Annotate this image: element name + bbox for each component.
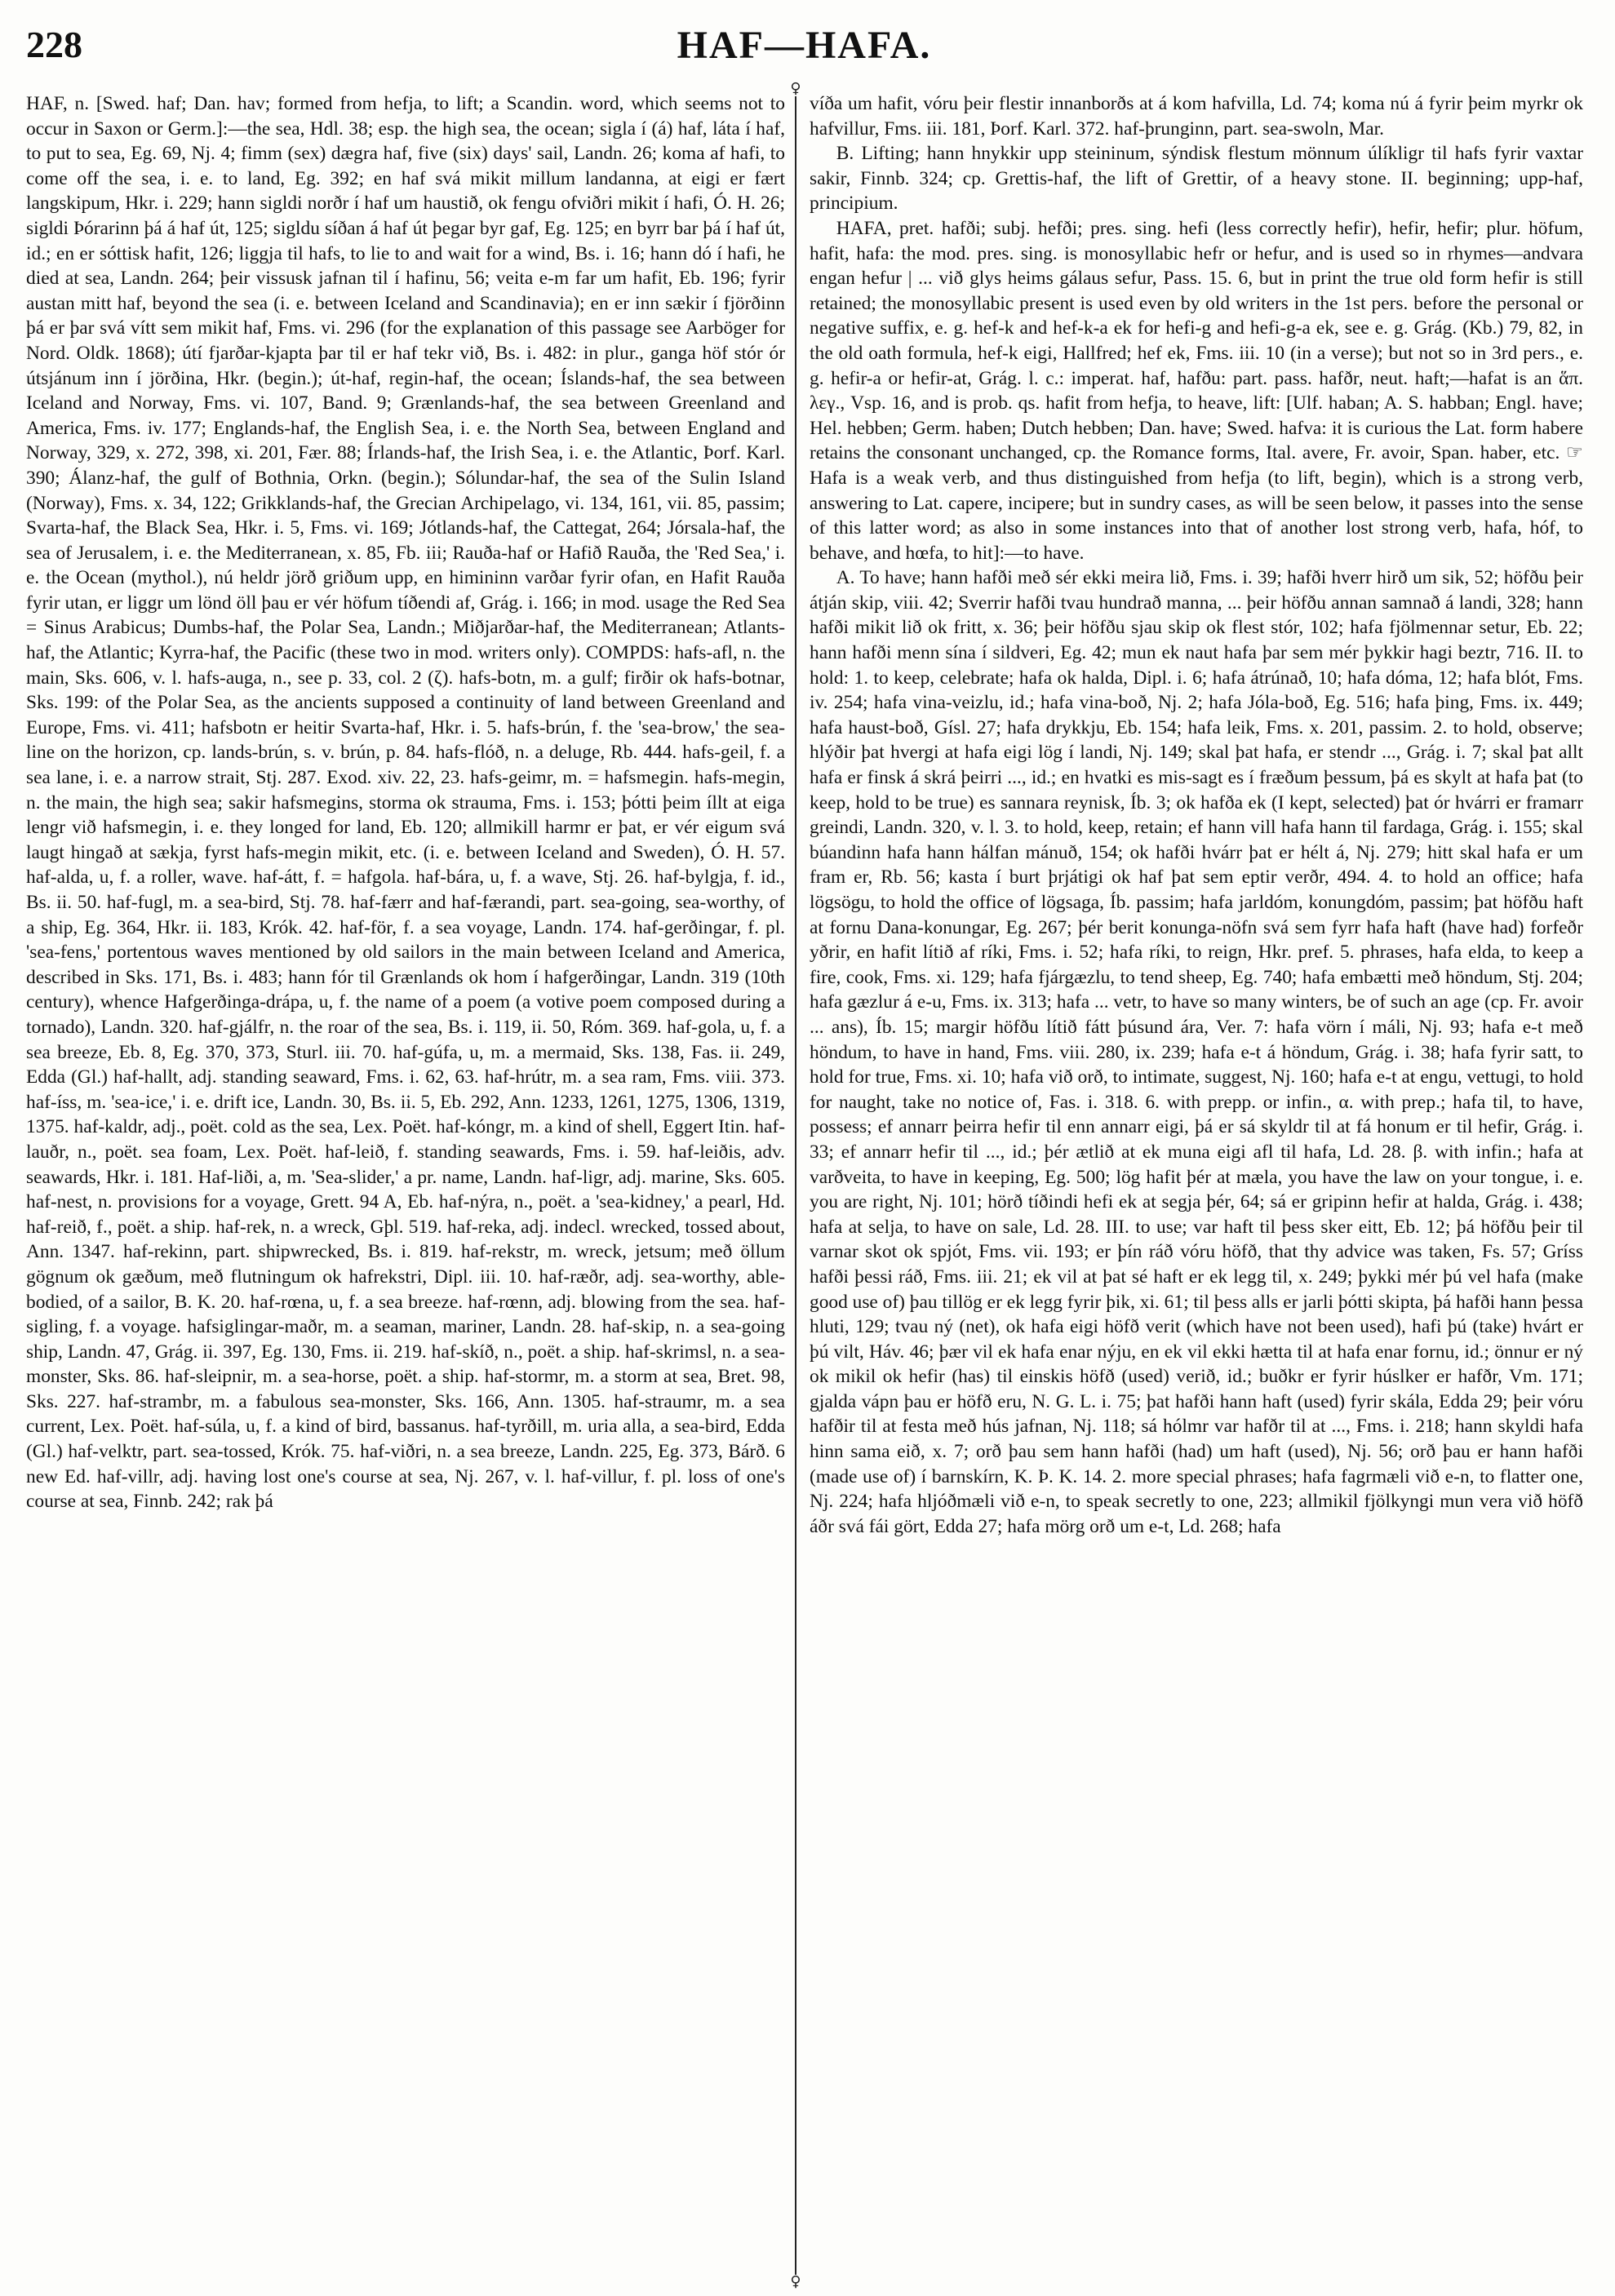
column-divider xyxy=(795,88,796,2283)
entry-haf-section-b: B. Lifting; hann hnykkir upp steininum, sýndisk flestum mönnum úlíkligr til hafs fyrir vaxtar sakir, Finnb. 324; cp. Grettis-haf, the lift of Grettir, of a heavy stone. II. beginning; upp-haf, principium. xyxy=(810,143,1583,215)
page-header xyxy=(26,18,1582,75)
entry-hafa-head: HAFA, pret. hafði; subj. hefði; pres. sing. hefi (less correctly hefir), hefir, hefir; plur. höfum, hafit, hafa: the mod. pres. sing. is monosyllabic hefr or hefur, and is used so in rhymes—andvara engan hefur | ... við glys heims gálaus sefur, Pass. 15. 6, but in print the true old form hefir is still retained; the monosyllabic present is used even by old writers in the 1st pers. before the personal or negative suffix, e. g. hef-k and hef-k-a ek for hefi-g and hefi-g-a ek, see e. g. Grág. (Kb.) 79, 82, in the old oath formula, hef-k eigi, Hallfred; hef ek, Fms. iii. 10 (in a verse); but not so in 3rd pers., e. g. hefir-a or hefir-at, Grág. l. c.: imperat. haf, hafðu: part. pass. hafðr, neut. haft;—hafat is an ἅπ. λεγ., Vsp. 16, and is prob. qs. hafit from hefja, to heave, lift: [Ulf. haban; A. S. habban; Engl. have; Hel. hebben; Germ. haben; Dutch hebben; Dan. have; Swed. hafva: it is curious the Lat. form habere retains the consonant unchanged, cp. the Romance forms, Ital. avere, Fr. avoir, Span. haber, etc. ☞ Hafa is a weak verb, and thus distinguished from hefja (to lift, begin), which is a strong verb, answering to Lat. capere, incipere; but in sundry cases, as will be seen below, it passes into the sense of this latter word; as also in some instances into that of another lost strong verb, hafa, hóf, to behave, and hœfa, to hit]:—to have. xyxy=(810,217,1583,564)
divider-ornament-bottom-icon: ♀ xyxy=(788,2275,803,2289)
page-number: 228 xyxy=(26,24,82,65)
right-column xyxy=(810,91,1583,2278)
entry-haf-continued: víða um hafit, vóru þeir flestir innanborðs at á kom hafvilla, Ld. 74; koma nú á fyrir þeim myrkr ok hafvillur, Fms. iii. 181, Þorf. Karl. 372. haf-þrunginn, part. sea-swoln, Mar. xyxy=(810,93,1583,140)
left-column xyxy=(26,91,785,2278)
running-head: HAF—HAFA. xyxy=(677,24,932,67)
entry-hafa-section-a: A. To have; hann hafði með sér ekki meira lið, Fms. i. 39; hafði hverr hirð um sik, 52; höfðu þeir átján skip, viii. 42; Sverrir hafði tvau hundrað manna, ... þeir höfðu annan samnað á landi, 328; hann hafði mikit lið ok fritt, x. 36; þeir höfðu sjau skip ok flest stór, 102; hafa fjölmennar setur, Eb. 22; hann hafði menn sína í sildveri, Eg. 42; mun ek naut hafa þar sem mér þykkir hagi beztr, 716. II. to hold: 1. to keep, celebrate; hafa ok halda, Dipl. i. 6; hafa átrúnað, 10; hafa dóma, 12; hafa blót, Fms. iv. 254; hafa vina-veizlu, id.; hafa vina-boð, Nj. 2; hafa Jóla-boð, Eg. 516; hafa þing, Fms. ix. 449; hafa haust-boð, Gísl. 27; hafa drykkju, Eb. 154; hafa leik, Fms. x. 201, passim. 2. to hold, observe; hlýðir þat hvergi at hafa eigi lög í landi, Nj. 149; skal þat hafa, er stendr ..., Grág. i. 7; skal þat allt hafa er finsk á skrá þeirri ..., id.; en hvatki es mis-sagt es í fræðum þessum, þá es skylt at hafa þat (to keep, hold to be true) es sannara reynisk, Íb. 3; ok hafða ek (I kept, selected) þat ór hvárri er framarr greindi, Landn. 320, v. l. 3. to hold, keep, retain; ef hann vill hafa hann til fardaga, Grág. i. 155; skal búandinn hafa hann hálfan mánuð, 154; ok hafði hvárr þat er hélt á, Nj. 279; hitt skal hafa er um fram er, Rb. 56; kasta í burt þrjátigi ok haf þat sem eptir verðr, 494. 4. to hold an office; hafa lögsögu, to hold the office of lögsaga, Íb. passim; hafa jarldóm, konungdóm, passim; þat höfðu haft at fornu Dana-konungar, Eg. 267; þér berit konunga-nöfn svá sem fyrr hafa haft (have had) forfeðr yðrir, en hafit lítið af ríki, Fms. i. 52; hafa ríki, to reign, Hkr. pref. 5. phrases, hafa elda, to keep a fire, cook, Fms. xi. 129; hafa fjárgæzlu, to tend sheep, Eg. 740; hafa embætti með höndum, Stj. 204; hafa gæzlur á e-u, Fms. ix. 313; hafa ... vetr, to have so many winters, be of such an age (cp. Fr. avoir ... ans), Íb. 15; margir höfðu lítið fátt þúsund ára, Ver. 7: hafa vörn í máli, Nj. 93; hafa e-t með höndum, to have in hand, Fms. viii. 280, ix. 239; hafa e-t á höndum, Grág. i. 38; hafa fyrir satt, to hold for true, Fms. xi. 10; hafa við orð, to intimate, suggest, Nj. 160; hafa e-t at engu, vettugi, to hold for naught, take no notice of, Fas. i. 318. 6. with prepp. or infin., α. with prep.; hafa til, to have, possess; ef annarr þeirra hefir til enn annarr eigi, þá er sá skyldr til at fá honum er til hefir, Grág. i. 33; ef annarr hefir til ..., id.; þér ætlið at ek muna eigi afl til hafa, Ld. 28. β. with infin.; hafa at varðveita, to have in keeping, Eg. 500; lög hafit þér at mæla, you have the law on your tongue, i. e. you are right, Nj. 101; hörð tíðindi hefi ek at segja þér, 64; sá er gripinn hefir at halda, Grág. i. 438; hafa at selja, to have on sale, Ld. 28. III. to use; var haft til þess sker eitt, Eb. 12; þá höfðu þeir til varnar skot ok spjót, Fms. vii. 193; er þín ráð vóru höfð, that thy advice was taken, Fs. 57; Gríss hafði þessi ráð, Fms. iii. 21; ek vil at þat sé haft er ek legg til, x. 249; þykki mér þú vel hafa (make good use of) þau tillög er ek legg fyrir þik, xi. 61; til þess alls er jarli þótti skipta, þá hafði hann þessa hluti, 129; tvau ný (net), ok hafa eigi höfð verit (which have not been used), hafi þú (take) hvárt er þú vilt, Háv. 46; þær vil ek hafa enar nýju, en ek vil ekki hætta til at hafa enar fornu, id.; önnur er ný ok mikil ok hefir (has) til einskis höfð (used) verið, id.; buðkr er fyrir húslker er hafðr, Vm. 171; gjalda vápn þau er höfð eru, N. G. L. i. 75; þat hafði hann haft (used) fyrir skála, Edda 29; þeir vóru hafðir til at festa með hús jafnan, Nj. 118; sá hólmr var hafðr til at ..., Fms. i. 218; hann skyldi hafa hinn sama eið, x. 7; orð þau sem hann hafði (had) um haft (used), Nj. 56; orð þau er hann hafði (made use of) í barnskírn, K. Þ. K. 14. 2. more special phrases; hafa fagrmæli við e-n, to flatter one, Nj. 224; hafa hljóðmæli við e-n, to speak secretly to one, 223; allmikil fjölkyngi mun vera við höfð áðr svá fái gört, Edda 27; hafa mörg orð um e-t, Ld. 268; hafa xyxy=(810,567,1583,1537)
entry-haf: HAF, n. [Swed. haf; Dan. hav; formed from hefja, to lift; a Scandin. word, which seems not to occur in Saxon or Germ.]:—the sea, Hdl. 38; esp. the high sea, the ocean; sigla í (á) haf, láta í haf, to put to sea, Eg. 69, Nj. 4; fimm (sex) dægra haf, five (six) days' sail, Landn. 26; koma af hafi, to come off the sea, i. e. to land, Eg. 392; en haf svá mikit millum landanna, at eigi er fært langskipum, Hkr. i. 229; hann sigldi norðr í haf um haustið, ok fengu ofviðri mikit í hafi, Ó. H. 26; sigldi Þórarinn þá á haf út, 125; sigldu síðan á haf út þegar byr gaf, Eg. 125; en byrr bar þá í haf út, id.; en er sóttisk hafit, 126; liggja til hafs, to lie to and wait for a wind, Bs. i. 16; hann dó í hafi, he died at sea, Landn. 264; þeir vissusk jafnan til í hafinu, 56; veita e-m far um hafit, Eb. 196; fyrir austan mitt haf, beyond the sea (i. e. between Iceland and Scandinavia); en er inn sækir í fjörðinn þá er þar svá vítt sem mikit haf, Fms. vi. 296 (for the explanation of this passage see Aarböger for Nord. Oldk. 1868); útí fjarðar-kjapta þar til er haf tekr við, Bs. i. 482: in plur., ganga höf stór ór útsjánum inn í jörðina, Hkr. (begin.); út-haf, regin-haf, the ocean; Íslands-haf, the sea between Iceland and Norway, Fms. vi. 107, Band. 9; Grænlands-haf, the sea between Greenland and America, Fms. iv. 177; Englands-haf, the English Sea, i. e. the North Sea, between England and Norway, 329, x. 272, 398, xi. 201, Fær. 88; Írlands-haf, the Irish Sea, i. e. the Atlantic, Þorf. Karl. 390; Álanz-haf, the gulf of Bothnia, Orkn. (begin.); Sólundar-haf, the sea of the Sulin Island (Norway), Fms. x. 34, 122; Grikklands-haf, the Grecian Archipelago, vi. 134, 161, vii. 85, passim; Svarta-haf, the Black Sea, Hkr. i. 5, Fms. vi. 169; Jótlands-haf, the Cattegat, 264; Jórsala-haf, the sea of Jerusalem, i. e. the Mediterranean, x. 85, Fb. iii; Rauða-haf or Hafið Rauða, the 'Red Sea,' i. e. the Ocean (mythol.), nú heldr jörð griðum upp, en himininn varðar fyrir ofan, en Hafit Rauða fyrir utan, er liggr um lönd öll þau er vér höfum tíðendi af, Grág. i. 166; in mod. usage the Red Sea = Sinus Arabicus; Dumbs-haf, the Polar Sea, Landn.; Miðjarðar-haf, the Mediterranean; Atlants-haf, the Atlantic; Kyrra-haf, the Pacific (these two in mod. writers only). COMPDS: hafs-afl, n. the main, Sks. 606, v. l. hafs-auga, n., see p. 33, col. 2 (ζ). hafs-botn, m. a gulf; firðir ok hafs-botnar, Sks. 199: of the Polar Sea, as the ancients supposed a continuity of land between Greenland and Europe, Fms. vi. 411; hafsbotn er heitir Svarta-haf, Hkr. i. 5. hafs-brún, f. the 'sea-brow,' the sea-line on the horizon, cp. lands-brún, s. v. brún, p. 84. hafs-flóð, n. a deluge, Rb. 444. hafs-geil, f. a sea lane, i. e. a narrow strait, Stj. 287. Exod. xiv. 22, 23. hafs-geimr, m. = hafsmegin. hafs-megin, n. the main, the high sea; sakir hafsmegins, storma ok strauma, Fms. i. 153; þótti þeim íllt at eiga lengr við hafsmegin, i. e. they longed for land, Eb. 120; allmikill harmr er þat, er vér eigum svá laugt hingað at sækja, fyrst hafs-megin mikit, etc. (i. e. between Iceland and Sweden), Ó. H. 57. haf-alda, u, f. a roller, wave. haf-átt, f. = hafgola. haf-bára, u, f. a wave, Stj. 26. haf-bylgja, f. id., Bs. ii. 50. haf-fugl, m. a sea-bird, Stj. 78. haf-færr and haf-færandi, part. sea-going, sea-worthy, of a ship, Eg. 364, Hkr. ii. 183, Krók. 42. haf-för, f. a sea voyage, Landn. 174. haf-gerðingar, f. pl. 'sea-fens,' portentous waves mentioned by old sailors in the main between Iceland and America, described in Sks. 171, Bs. i. 483; hann fór til Grænlands ok hom í hafgerðingar, Landn. 319 (10th century), whence Hafgerðinga-drápa, u, f. the name of a poem (a votive poem composed during a tornado), Landn. 320. haf-gjálfr, n. the roar of the sea, Bs. i. 119, ii. 50, Róm. 369. haf-gola, u, f. a sea breeze, Eb. 8, Eg. 370, 373, Sturl. iii. 70. haf-gúfa, u, m. a mermaid, Sks. 138, Fas. ii. 249, Edda (Gl.) haf-hallt, adj. standing seaward, Fms. i. 62, 63. haf-hrútr, m. a sea ram, Fms. viii. 373. haf-íss, m. 'sea-ice,' i. e. drift ice, Landn. 30, Bs. ii. 5, Eb. 292, Ann. 1233, 1261, 1275, 1306, 1319, 1375. haf-kaldr, adj., poët. cold as the sea, Lex. Poët. haf-kóngr, m. a kind of shell, Eggert Itin. haf-lauðr, n., poët. sea foam, Lex. Poët. haf-leið, f. standing seawards, Fms. i. 59. haf-leiðis, adv. seawards, Hkr. i. 181. Haf-liði, a, m. 'Sea-slider,' a pr. name, Landn. haf-ligr, adj. marine, Sks. 605. haf-nest, n. provisions for a voyage, Grett. 94 A, Eb. haf-nýra, n., poët. a 'sea-kidney,' a pearl, Hd. haf-reið, f., poët. a ship. haf-rek, n. a wreck, Gþl. 519. haf-reka, adj. indecl. wrecked, tossed about, Ann. 1347. haf-rekinn, part. shipwrecked, Bs. i. 819. haf-rekstr, m. wreck, jetsum; með öllum gögnum ok gæðum, með flutningum ok hafrekstri, Dipl. iii. 10. haf-ræðr, adj. sea-worthy, able-bodied, of a sailor, B. K. 20. haf-rœna, u, f. a sea breeze. haf-rœnn, adj. blowing from the sea. haf-sigling, f. a voyage. hafsiglingar-maðr, m. a seaman, mariner, Landn. 28. haf-skip, n. a sea-going ship, Landn. 47, Grág. ii. 397, Eg. 130, Fms. ii. 219. haf-skíð, n., poët. a ship. haf-skrimsl, n. a sea-monster, Sks. 86. haf-sleipnir, m. a sea-horse, poët. a ship. haf-stormr, m. a storm at sea, Bret. 98, Sks. 227. haf-strambr, m. a fabulous sea-monster, Sks. 166, Ann. 1305. haf-straumr, m. a sea current, Lex. Poët. haf-súla, u, f. a kind of bird, bassanus. haf-tyrðill, m. uria alla, a sea-bird, Edda (Gl.) haf-velktr, part. sea-tossed, Krók. 75. haf-viðri, n. a sea breeze, Landn. 225, Eg. 373, Bárð. 6 new Ed. haf-villr, adj. having lost one's course at sea, Nj. 267, v. l. haf-villur, f. pl. loss of one's course at sea, Finnb. 242; rak þá xyxy=(26,93,785,1513)
divider-ornament-top-icon: ♀ xyxy=(788,82,803,96)
